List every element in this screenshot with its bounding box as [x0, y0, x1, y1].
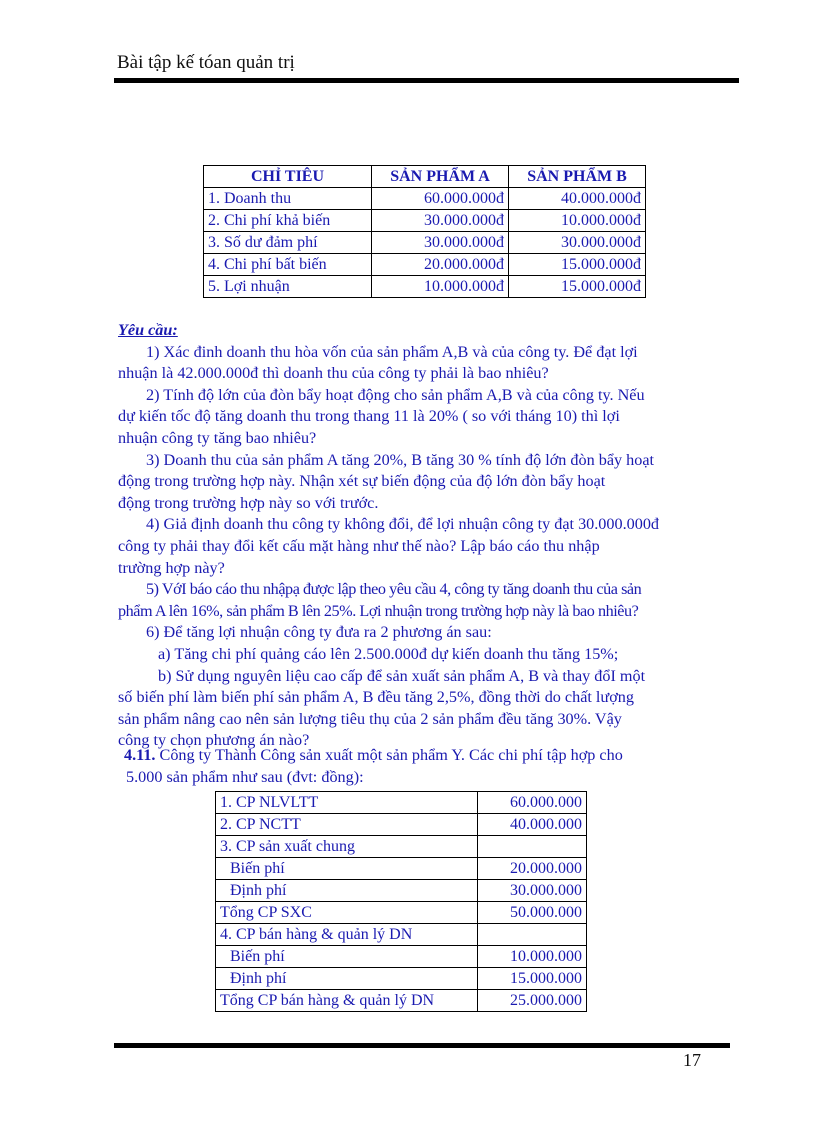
- column-header: SẢN PHẨM A: [372, 166, 509, 188]
- table-row: [216, 836, 587, 858]
- table-row: [216, 814, 587, 836]
- row-label: Định phí: [216, 880, 478, 902]
- row-label: 2. Chi phí khả biến: [204, 210, 372, 232]
- table-row: [216, 880, 587, 902]
- cell-value: 10.000.000: [478, 946, 587, 968]
- table-row: [216, 924, 587, 946]
- row-label: 2. CP NCTT: [216, 814, 478, 836]
- requirement-line: a) Tăng chi phí quảng cáo lên 2.500.000đ dự kiến doanh thu tăng 15%;: [158, 644, 619, 663]
- page-number: 17: [683, 1050, 701, 1070]
- problem-section: [124, 745, 702, 788]
- problem-number: 4.11.: [124, 746, 156, 764]
- cell-value: 30.000.000đ: [372, 232, 509, 254]
- row-label: Biến phí: [216, 858, 478, 880]
- cell-value: 15.000.000đ: [509, 276, 646, 298]
- requirement-line: 3) Doanh thu của sản phẩm A tăng 20%, B tăng 30 % tính độ lớn đòn bẩy hoạt: [146, 450, 655, 469]
- cell-value: 40.000.000: [478, 814, 587, 836]
- table-row: [216, 990, 587, 1012]
- cell-value: 10.000.000đ: [372, 276, 509, 298]
- table-header-row: [204, 166, 646, 188]
- cell-value: 50.000.000: [478, 902, 587, 924]
- requirement-line: 6) Để tăng lợi nhuận công ty đưa ra 2 phương án sau:: [146, 623, 492, 642]
- requirement-line: 4) Giả định doanh thu công ty không đổi, để lợi nhuận công ty đạt 30.000.000đ: [146, 515, 660, 534]
- requirement-line: nhuận công ty tăng bao nhiêu?: [118, 428, 317, 447]
- cell-value: 15.000.000: [478, 968, 587, 990]
- row-label: Định phí: [216, 968, 478, 990]
- requirements-section: [118, 320, 708, 752]
- problem-text: Công ty Thành Công sản xuất một sản phẩm Y. Các chi phí tập hợp cho: [155, 746, 623, 764]
- cell-value: 40.000.000đ: [509, 188, 646, 210]
- cell-value: 10.000.000đ: [509, 210, 646, 232]
- cell-value: 30.000.000: [478, 880, 587, 902]
- table-row: [204, 188, 646, 210]
- cost-table: [215, 791, 587, 1012]
- cell-value: [478, 924, 587, 946]
- table-row: [216, 902, 587, 924]
- row-label: 4. Chi phí bất biến: [204, 254, 372, 276]
- requirement-line: 2) Tính độ lớn của đòn bẩy hoạt động cho sản phẩm A,B và của công ty. Nếu: [146, 385, 645, 404]
- cell-value: 60.000.000đ: [372, 188, 509, 210]
- page-header-title: Bài tập kế tóan quản trị: [117, 52, 295, 73]
- requirement-line: 5) VớI báo cáo thu nhậpạ được lập theo yêu cầu 4, công ty tăng doanh thu của sản: [146, 580, 642, 599]
- requirement-line: công ty chọn phương án nào?: [118, 731, 310, 750]
- row-label: 4. CP bán hàng & quản lý DN: [216, 924, 478, 946]
- cell-value: 25.000.000: [478, 990, 587, 1012]
- requirement-line: b) Sử dụng nguyên liệu cao cấp để sản xuất sản phẩm A, B và thay đổI một: [158, 666, 646, 685]
- table-row: [204, 276, 646, 298]
- requirement-line: 1) Xác đinh doanh thu hòa vốn của sản phẩm A,B và của công ty. Để đạt lợi: [146, 342, 638, 361]
- requirement-line: số biến phí làm biến phí sản phẩm A, B đều tăng 2,5%, đồng thời do chất lượng: [118, 688, 634, 707]
- cell-value: 15.000.000đ: [509, 254, 646, 276]
- cell-value: 30.000.000đ: [509, 232, 646, 254]
- requirement-line: trường hợp này?: [118, 558, 225, 577]
- requirement-line: sản phẩm nâng cao nên sản lượng tiêu thụ của 2 sản phẩm đều tăng 30%. Vậy: [118, 709, 622, 728]
- requirement-line: công ty phải thay đổi kết cấu mặt hàng như thế nào? Lập báo cáo thu nhập: [118, 536, 600, 555]
- table-row: [216, 792, 587, 814]
- table-row: [216, 968, 587, 990]
- requirement-line: nhuận là 42.000.000đ thì doanh thu của công ty phải là bao nhiêu?: [118, 364, 549, 383]
- row-label: Tổng CP SXC: [216, 902, 478, 924]
- requirement-line: phẩm A lên 16%, sản phẩm B lên 25%. Lợi nhuận trong trường hợp này là bao nhiêu?: [118, 601, 639, 620]
- table-row: [204, 210, 646, 232]
- row-label: 5. Lợi nhuận: [204, 276, 372, 298]
- row-label: 1. Doanh thu: [204, 188, 372, 210]
- problem-statement: [124, 745, 702, 767]
- footer-rule: [114, 1043, 730, 1048]
- table-row: [216, 946, 587, 968]
- requirement-line: động trong trường hợp này so với trước.: [118, 493, 379, 512]
- header-rule: [114, 78, 739, 83]
- problem-statement-cont: 5.000 sản phẩm như sau (đvt: đồng):: [126, 767, 364, 786]
- cell-value: 20.000.000: [478, 858, 587, 880]
- cell-value: 30.000.000đ: [372, 210, 509, 232]
- requirements-heading: Yêu cầu:: [118, 321, 178, 339]
- table-row: [216, 858, 587, 880]
- table-row: [204, 232, 646, 254]
- row-label: 3. CP sản xuất chung: [216, 836, 478, 858]
- row-label: Tổng CP bán hàng & quản lý DN: [216, 990, 478, 1012]
- row-label: Biến phí: [216, 946, 478, 968]
- column-header: CHỈ TIÊU: [204, 166, 372, 188]
- cell-value: 20.000.000đ: [372, 254, 509, 276]
- requirement-line: dự kiến tốc độ tăng doanh thu trong thang 11 là 20% ( so với tháng 10) thì lợi: [118, 407, 620, 426]
- table-row: [204, 254, 646, 276]
- column-header: SẢN PHẨM B: [509, 166, 646, 188]
- row-label: 3. Số dư đảm phí: [204, 232, 372, 254]
- row-label: 1. CP NLVLTT: [216, 792, 478, 814]
- cell-value: 60.000.000: [478, 792, 587, 814]
- product-summary-table: [203, 165, 646, 298]
- cell-value: [478, 836, 587, 858]
- requirement-line: động trong trường hợp này. Nhận xét sự biến động của độ lớn đòn bẩy hoạt: [118, 472, 606, 491]
